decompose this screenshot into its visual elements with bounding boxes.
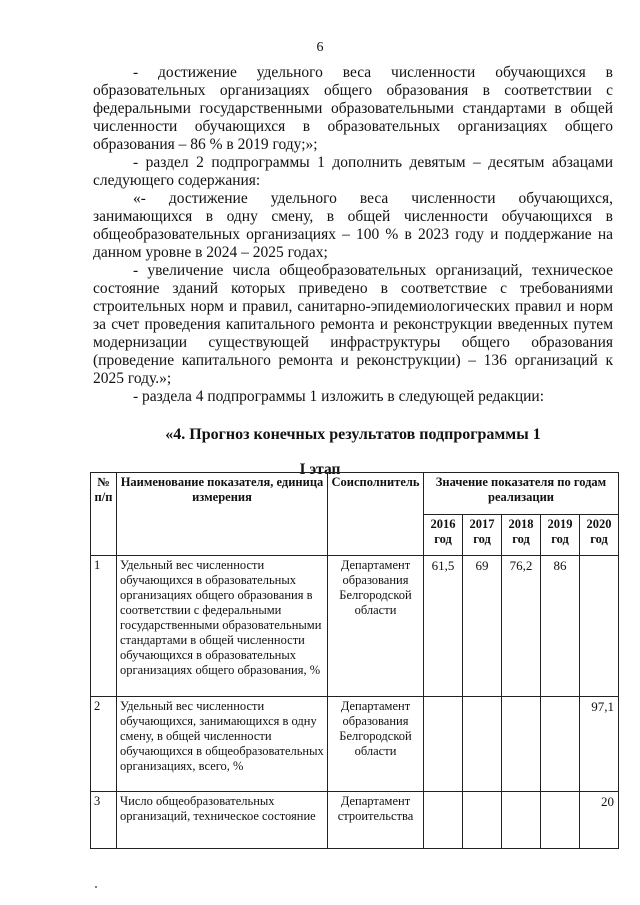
row-num: 1 [91,556,117,697]
row-value-2017 [463,697,502,792]
paragraph-1: - достижение удельного веса численности обучающихся в образовательных организациях общего образования в соответствии с федеральными государственными образовательными стандартами в общей численности обучающихся в образовательных организациях общего образования – 86 % в 2019 году;»; [93,64,613,153]
paragraph-4: - увеличение числа общеобразовательных организаций, техническое состояние зданий которых приведено в соответствие с требованиями строительных норм и правил, санитарно-эпидемиологических правил и норм за счет проведения капитального ремонта и реконструкции введенных путем модернизации существующей инфраструктуры общего образования (проведение капитального ремонта и реконструкции) – 136 организаций к 2025 году.»; [93,262,613,387]
row-value-2018 [502,697,541,792]
row-value-2019 [541,792,580,849]
row-value-2016: 61,5 [424,556,463,697]
row-value-2018 [502,792,541,849]
table-row [91,792,619,849]
row-coexecutor: Департамент образования Белгородской области [328,697,424,792]
table-header-row [91,473,619,515]
results-table [90,472,619,849]
header-year: 2018 год [502,515,541,556]
row-value-2020: 97,1 [580,697,619,792]
row-name: Удельный вес численности обучающихся, занимающихся в одну смену, в общей численности обучающихся в общеобразовательных организациях, всего, % [117,697,328,792]
header-year: 2017 год [463,515,502,556]
header-coexecutor: Соисполнитель [328,473,424,556]
row-value-2017: 69 [463,556,502,697]
row-value-2020: 20 [580,792,619,849]
paragraph-2: - раздел 2 подпрограммы 1 дополнить девятым – десятым абзацами следующего содержания: [93,154,613,189]
header-year: 2016 год [424,515,463,556]
section-heading: «4. Прогноз конечных результатов подпрограммы 1 [165,426,541,443]
row-num: 2 [91,697,117,792]
row-coexecutor: Департамент образования Белгородской области [328,556,424,697]
row-value-2017 [463,792,502,849]
row-value-2016 [424,792,463,849]
page-number: 6 [316,40,324,55]
header-year: 2020 год [580,515,619,556]
body-text [93,64,613,406]
stage-title: I этап [299,461,341,478]
paragraph-3: «- достижение удельного веса численности обучающихся, занимающихся в одну смену, в общей численности обучающихся в общеобразовательных организациях – 100 % в 2023 году и поддержание на данном уровне в 2024 – 2025 годах; [93,190,613,261]
paragraph-5: - раздела 4 подпрограммы 1 изложить в следующей редакции: [133,388,545,405]
row-value-2020 [580,556,619,697]
row-name: Число общеобразовательных организаций, техническое состояние [117,792,328,849]
row-num: 3 [91,792,117,849]
header-num: № п/п [91,473,117,556]
row-name: Удельный вес численности обучающихся в образовательных организациях общего образования в соответствии с федеральными государственными образовательными стандартами в общей численности обучающихся в образовательных организациях общего образования, % [117,556,328,697]
row-value-2019: 86 [541,556,580,697]
row-coexecutor: Департамент строительства [328,792,424,849]
header-values-group: Значение показателя по годам реализации [424,473,619,515]
scan-speck [95,886,97,888]
header-year: 2019 год [541,515,580,556]
row-value-2019 [541,697,580,792]
row-value-2018: 76,2 [502,556,541,697]
row-value-2016 [424,697,463,792]
table-row [91,556,619,697]
header-name: Наименование показателя, единица измерения [117,473,328,556]
table-row [91,697,619,792]
